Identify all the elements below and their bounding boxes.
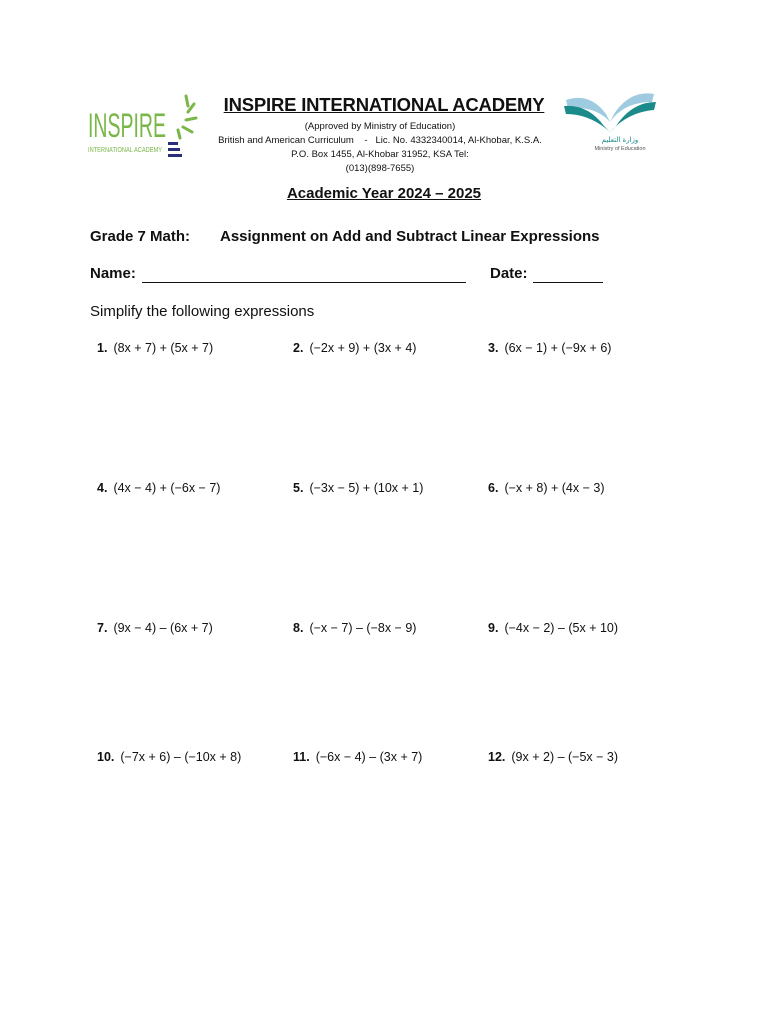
- problem-item: [488, 621, 618, 635]
- problem-expression: (−x − 7) – (−8x − 9): [309, 621, 417, 635]
- problem-item: [97, 621, 213, 635]
- logo-left-subtext: INTERNATIONAL ACADEMY: [88, 145, 162, 154]
- name-label: Name:: [90, 265, 136, 282]
- problem-expression: (−4x − 2) – (5x + 10): [504, 621, 619, 635]
- assignment-title: Assignment on Add and Subtract Linear Expressions: [220, 228, 600, 245]
- problem-item: [293, 481, 423, 495]
- logo-left-text: INSPIRE: [88, 107, 166, 145]
- problem-number: 4.: [97, 481, 108, 495]
- instructions: Simplify the following expressions: [90, 303, 315, 320]
- problem-expression: (−2x + 9) + (3x + 4): [309, 341, 417, 355]
- problem-expression: (4x − 4) + (−6x − 7): [113, 481, 221, 495]
- problem-expression: (−7x + 6) – (−10x + 8): [120, 750, 242, 764]
- problem-item: [488, 341, 611, 355]
- grade-label: Grade 7 Math:: [90, 228, 191, 245]
- problem-number: 12.: [488, 750, 506, 764]
- problem-number: 8.: [293, 621, 304, 635]
- problem-item: [293, 750, 422, 764]
- logo-right-text: Ministry of Education: [594, 146, 646, 152]
- problem-number: 11.: [293, 750, 310, 764]
- date-field[interactable]: [533, 282, 603, 283]
- date-label: Date:: [490, 265, 528, 282]
- problem-number: 5.: [293, 481, 304, 495]
- problem-expression: (9x − 4) – (6x + 7): [113, 621, 213, 635]
- postal-address: P.O. Box 1455, Al-Khobar 31952, KSA Tel:: [291, 149, 469, 160]
- curriculum-license: British and American Curriculum - Lic. No. 4332340014, Al-Khobar, K.S.A.: [218, 135, 542, 146]
- phone-number: (013)(898-7655): [345, 163, 415, 174]
- approval-note: (Approved by Ministry of Education): [304, 121, 456, 132]
- name-field[interactable]: [142, 282, 466, 283]
- problem-number: 2.: [293, 341, 304, 355]
- problem-expression: (9x + 2) – (−5x − 3): [511, 750, 619, 764]
- problem-expression: (6x − 1) + (−9x + 6): [504, 341, 612, 355]
- logo-right-arabic: وزارة التعليم: [601, 136, 639, 144]
- problem-item: [488, 481, 604, 495]
- problem-number: 7.: [97, 621, 108, 635]
- problem-number: 6.: [488, 481, 499, 495]
- school-name: INSPIRE INTERNATIONAL ACADEMY: [223, 94, 545, 115]
- problem-item: [97, 341, 213, 355]
- problem-expression: (−x + 8) + (4x − 3): [504, 481, 605, 495]
- problem-item: [293, 341, 416, 355]
- problem-item: [488, 750, 618, 764]
- problem-number: 1.: [97, 341, 108, 355]
- academic-year: Academic Year 2024 – 2025: [286, 185, 482, 202]
- problem-expression: (−3x − 5) + (10x + 1): [309, 481, 424, 495]
- problem-number: 10.: [97, 750, 115, 764]
- problem-expression: (8x + 7) + (5x + 7): [113, 341, 214, 355]
- problem-item: [97, 481, 220, 495]
- problem-item: [97, 750, 241, 764]
- problem-number: 9.: [488, 621, 499, 635]
- problem-expression: (−6x − 4) – (3x + 7): [315, 750, 423, 764]
- problem-item: [293, 621, 416, 635]
- problem-number: 3.: [488, 341, 499, 355]
